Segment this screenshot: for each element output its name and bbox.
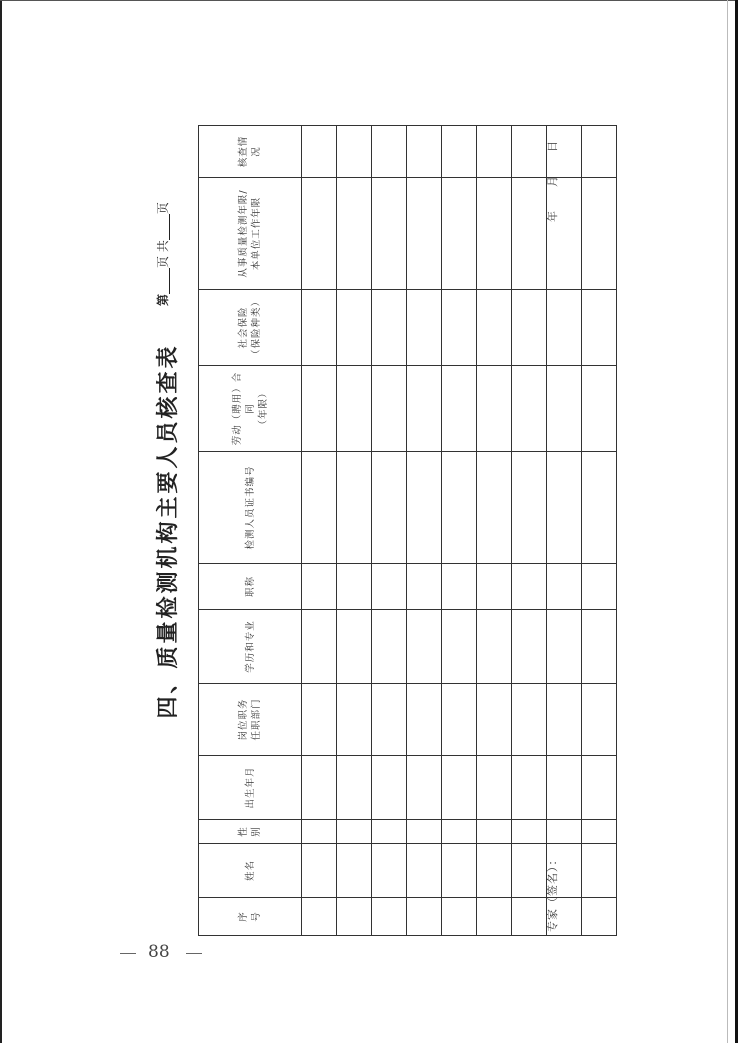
table-cell[interactable] — [372, 684, 407, 756]
table-cell[interactable] — [477, 844, 512, 898]
column-header-label: 姓名 — [244, 860, 256, 882]
table-cell[interactable] — [547, 610, 582, 684]
table-cell[interactable] — [337, 290, 372, 366]
table-cell[interactable] — [372, 126, 407, 178]
table-cell[interactable] — [582, 126, 617, 178]
table-cell[interactable] — [372, 844, 407, 898]
date-month: 月 — [546, 176, 559, 187]
page-number-value: 88 — [148, 942, 170, 962]
table-cell[interactable] — [337, 820, 372, 844]
table-cell[interactable] — [302, 820, 337, 844]
scan-edge-top — [0, 0, 738, 1]
table-cell[interactable] — [442, 820, 477, 844]
form-title: 四、质量检测机构主要人员核查表 — [156, 343, 181, 719]
table-cell[interactable] — [477, 290, 512, 366]
table-cell[interactable] — [512, 126, 547, 178]
table-cell[interactable] — [442, 610, 477, 684]
table-cell[interactable] — [547, 684, 582, 756]
page-count-middle: 页 共 — [156, 240, 170, 268]
table-cell[interactable] — [512, 610, 547, 684]
table-cell[interactable] — [337, 126, 372, 178]
table-cell[interactable] — [407, 564, 442, 610]
table-row — [372, 126, 407, 936]
table-cell[interactable] — [582, 756, 617, 820]
table-cell[interactable] — [477, 366, 512, 452]
table-cell[interactable] — [337, 844, 372, 898]
table-cell[interactable] — [582, 610, 617, 684]
table-cell[interactable] — [442, 898, 477, 936]
table-cell[interactable] — [442, 366, 477, 452]
table-cell[interactable] — [582, 844, 617, 898]
table-cell[interactable] — [407, 820, 442, 844]
table-cell[interactable] — [302, 178, 337, 290]
table-cell[interactable] — [372, 178, 407, 290]
date-day: 日 — [546, 141, 559, 152]
table-cell[interactable] — [407, 610, 442, 684]
table-cell[interactable] — [337, 610, 372, 684]
table-cell[interactable] — [302, 684, 337, 756]
table-cell[interactable] — [547, 366, 582, 452]
column-header-label: 序 号 — [238, 911, 262, 922]
rotated-form — [152, 126, 572, 936]
date-year: 年 — [546, 211, 559, 222]
table-cell[interactable] — [442, 844, 477, 898]
table-header-row — [199, 126, 302, 936]
page-count — [156, 202, 170, 306]
column-header-label: 社会保险 （保险种类） — [238, 296, 262, 360]
page-blank-total[interactable] — [158, 214, 170, 240]
table-row — [407, 126, 442, 936]
table-cell[interactable] — [337, 684, 372, 756]
column-header-label: 核查情 况 — [238, 135, 262, 168]
table-cell[interactable] — [512, 290, 547, 366]
table-cell[interactable] — [547, 452, 582, 564]
table-cell[interactable] — [582, 820, 617, 844]
table-row — [337, 126, 372, 936]
table-cell[interactable] — [582, 684, 617, 756]
table-cell[interactable] — [302, 756, 337, 820]
column-header — [199, 820, 302, 844]
table-cell[interactable] — [547, 820, 582, 844]
table-cell[interactable] — [477, 820, 512, 844]
table-cell[interactable] — [302, 610, 337, 684]
column-header-label: 出生年月 — [244, 766, 256, 809]
table-cell[interactable] — [372, 290, 407, 366]
table-cell[interactable] — [442, 564, 477, 610]
table-cell[interactable] — [407, 290, 442, 366]
table-cell[interactable] — [512, 178, 547, 290]
column-header — [199, 610, 302, 684]
table-cell[interactable] — [547, 290, 582, 366]
column-header — [199, 178, 302, 290]
table-cell[interactable] — [582, 452, 617, 564]
table-row — [512, 126, 547, 936]
table-cell[interactable] — [512, 366, 547, 452]
table-cell[interactable] — [302, 898, 337, 936]
column-header-label: 劳动（聘用）合 同 （年限） — [231, 371, 269, 446]
table-cell[interactable] — [407, 684, 442, 756]
table-cell[interactable] — [337, 898, 372, 936]
table-cell[interactable] — [512, 898, 547, 936]
column-header — [199, 684, 302, 756]
table-cell[interactable] — [407, 898, 442, 936]
table-cell[interactable] — [372, 610, 407, 684]
table-cell[interactable] — [442, 452, 477, 564]
column-header-label: 学历和专业 — [244, 620, 256, 673]
column-header — [199, 564, 302, 610]
table-cell[interactable] — [407, 756, 442, 820]
table-row — [547, 126, 582, 936]
expert-signature-label: 专家（签名）： — [546, 853, 559, 932]
table-cell[interactable] — [337, 178, 372, 290]
page-number-dash-right — [186, 953, 202, 954]
table-cell[interactable] — [442, 126, 477, 178]
table-cell[interactable] — [372, 756, 407, 820]
table-cell[interactable] — [302, 844, 337, 898]
table-cell[interactable] — [372, 366, 407, 452]
column-header — [199, 126, 302, 178]
column-header — [199, 366, 302, 452]
page-blank-current[interactable] — [158, 268, 170, 294]
column-header — [199, 844, 302, 898]
table-row — [442, 126, 477, 936]
table-cell[interactable] — [372, 452, 407, 564]
table-cell[interactable] — [302, 290, 337, 366]
table-cell[interactable] — [442, 684, 477, 756]
table-cell[interactable] — [302, 564, 337, 610]
table-cell[interactable] — [512, 564, 547, 610]
table-cell[interactable] — [477, 452, 512, 564]
table-cell[interactable] — [442, 178, 477, 290]
table-cell[interactable] — [582, 898, 617, 936]
table-cell[interactable] — [477, 610, 512, 684]
table-cell[interactable] — [582, 290, 617, 366]
table-cell[interactable] — [512, 820, 547, 844]
table-cell[interactable] — [477, 564, 512, 610]
table-cell[interactable] — [337, 564, 372, 610]
table-cell[interactable] — [442, 756, 477, 820]
table-cell[interactable] — [477, 898, 512, 936]
column-header-label: 岗位职务 任职部门 — [238, 698, 262, 741]
table-cell[interactable] — [407, 452, 442, 564]
table-cell[interactable] — [337, 452, 372, 564]
table-cell[interactable] — [512, 844, 547, 898]
table-cell[interactable] — [512, 452, 547, 564]
table-row — [477, 126, 512, 936]
table-cell[interactable] — [302, 366, 337, 452]
table-cell[interactable] — [337, 366, 372, 452]
column-header — [199, 290, 302, 366]
table-cell[interactable] — [302, 126, 337, 178]
table-cell[interactable] — [407, 844, 442, 898]
column-header — [199, 756, 302, 820]
column-header-label: 职称 — [244, 576, 256, 598]
column-header — [199, 898, 302, 936]
column-header — [199, 452, 302, 564]
table-cell[interactable] — [442, 290, 477, 366]
table-cell[interactable] — [512, 684, 547, 756]
column-header-label: 性 别 — [238, 826, 262, 837]
table-cell[interactable] — [372, 898, 407, 936]
table-cell[interactable] — [302, 452, 337, 564]
table-cell[interactable] — [547, 564, 582, 610]
table-cell[interactable] — [477, 756, 512, 820]
table-cell[interactable] — [582, 366, 617, 452]
table-cell[interactable] — [477, 178, 512, 290]
table-cell[interactable] — [372, 564, 407, 610]
column-header-label: 从事质量检测年限/ 本单位工作年限 — [238, 189, 262, 278]
scan-edge-left — [0, 0, 2, 1043]
table-cell[interactable] — [372, 820, 407, 844]
table-cell[interactable] — [582, 564, 617, 610]
table-row — [582, 126, 617, 936]
table-cell[interactable] — [337, 756, 372, 820]
personnel-table — [198, 125, 617, 936]
table-cell[interactable] — [477, 684, 512, 756]
scan-edge-right-inner — [727, 0, 728, 1043]
table-cell[interactable] — [407, 178, 442, 290]
column-header-label: 检测人员证书编号 — [244, 465, 256, 550]
date-line — [544, 141, 560, 246]
table-cell[interactable] — [547, 756, 582, 820]
table-cell[interactable] — [582, 178, 617, 290]
table-cell[interactable] — [477, 126, 512, 178]
page-number-dash-left — [120, 953, 136, 954]
page-count-prefix: 第 — [156, 293, 170, 306]
table-cell[interactable] — [512, 756, 547, 820]
table-cell[interactable] — [407, 126, 442, 178]
table-cell[interactable] — [407, 366, 442, 452]
page-count-suffix: 页 — [156, 202, 170, 215]
table-row — [302, 126, 337, 936]
page-number — [120, 940, 212, 966]
